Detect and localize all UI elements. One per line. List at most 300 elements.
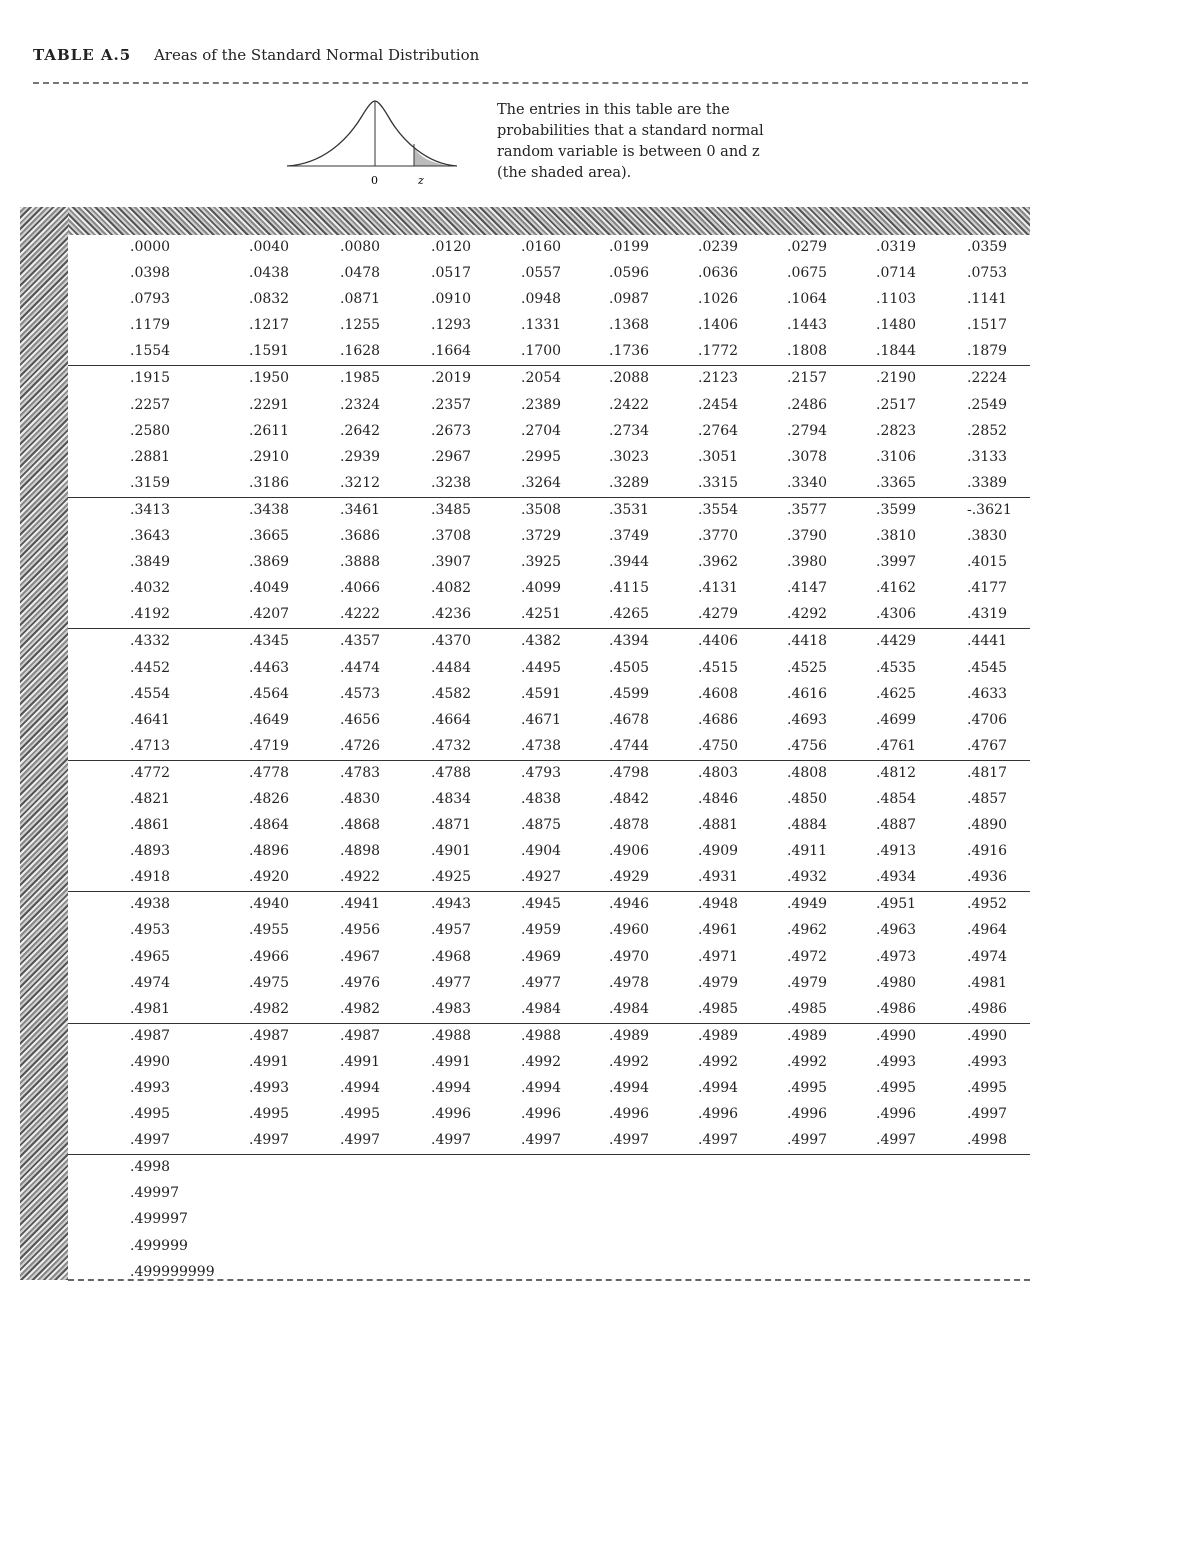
table-row: [68, 498, 1030, 524]
table-cell: .4997: [249, 1132, 290, 1149]
table-cell: .3413: [130, 501, 171, 518]
table-cell: .1179: [130, 317, 171, 334]
table-cell: .4279: [698, 606, 739, 623]
z-label: z: [418, 174, 424, 187]
table-row: [68, 629, 1030, 655]
table-cell: .3962: [698, 554, 739, 571]
table-cell: .4990: [130, 1053, 171, 1070]
table-cell: .4525: [787, 659, 828, 676]
table-row: [68, 1234, 1030, 1260]
table-cell: .4564: [249, 685, 290, 702]
table-cell: .1026: [698, 291, 739, 308]
table-cell: .4463: [249, 659, 290, 676]
table-cell: .4854: [876, 790, 917, 807]
table-cell: .4049: [249, 580, 290, 597]
table-cell: .2823: [876, 422, 917, 439]
table-cell: .4998: [130, 1159, 171, 1176]
table-cell: .4948: [698, 896, 739, 913]
table-cell: .2019: [431, 370, 472, 387]
table-cell: .4625: [876, 685, 917, 702]
table-cell: .4131: [698, 580, 739, 597]
table-cell: .3051: [698, 448, 739, 465]
table-row: [68, 1128, 1030, 1155]
table-cell: .3810: [876, 528, 917, 545]
table-cell: .4982: [340, 1000, 381, 1017]
table-cell: .4554: [130, 685, 171, 702]
table-cell: .4474: [340, 659, 381, 676]
table-cell: .4991: [431, 1053, 472, 1070]
table-cell: .4976: [340, 974, 381, 991]
table-cell: .4996: [431, 1106, 472, 1123]
table-cell: .0753: [967, 265, 1008, 282]
table-cell: .4505: [609, 659, 650, 676]
table-cell: .3508: [521, 501, 562, 518]
table-cell: .4960: [609, 922, 650, 939]
table-row: [68, 471, 1030, 498]
table-cell: .4970: [609, 948, 650, 965]
table-cell: .4994: [431, 1080, 472, 1096]
table-cell: .4998: [967, 1132, 1008, 1149]
table-cell: .3340: [787, 474, 828, 491]
table-cell: .4783: [340, 764, 381, 781]
table-cell: .0987: [609, 291, 650, 308]
table-cell: .4992: [787, 1053, 828, 1070]
table-cell: .4989: [609, 1027, 650, 1044]
table-cell: .3869: [249, 554, 290, 571]
table-cell: .1628: [340, 343, 381, 360]
table-cell: .2389: [521, 396, 562, 413]
row-label-band: [20, 207, 68, 1280]
table-cell: .1985: [340, 370, 381, 387]
table-cell: .4756: [787, 737, 828, 754]
table-cell: .1772: [698, 343, 739, 360]
table-cell: .1879: [967, 343, 1008, 360]
table-cell: .4678: [609, 711, 650, 728]
table-cell: .4808: [787, 764, 828, 781]
table-cell: .4015: [967, 554, 1008, 571]
curve-line: [287, 101, 457, 166]
table-cell: .4949: [787, 896, 828, 913]
table-cell: .499999999: [130, 1263, 215, 1280]
table-cell: .2123: [698, 370, 739, 387]
table-cell: .4963: [876, 922, 917, 939]
table-cell: .1808: [787, 343, 828, 360]
table-cell: .4977: [521, 974, 562, 991]
table-row: [68, 787, 1030, 813]
table-cell: .4997: [967, 1106, 1008, 1123]
table-cell: .4969: [521, 948, 562, 965]
table-cell: .4850: [787, 790, 828, 807]
table-row: [68, 918, 1030, 944]
table-cell: .4985: [698, 1000, 739, 1017]
table-cell: .0478: [340, 265, 381, 282]
table-cell: .4945: [521, 896, 562, 913]
table-cell: .1664: [431, 343, 472, 360]
table-cell: .4929: [609, 869, 650, 886]
table-cell: .4986: [967, 1000, 1008, 1017]
description-line: probabilities that a standard normal: [497, 123, 764, 139]
header-rule: [33, 82, 1028, 84]
table-cell: .4940: [249, 896, 290, 913]
table-cell: .3133: [967, 448, 1008, 465]
table-cell: .4968: [431, 948, 472, 965]
table-cell: .4997: [521, 1132, 562, 1149]
table-cell: .4996: [698, 1106, 739, 1123]
table-cell: .4192: [130, 606, 171, 623]
table-cell: .4911: [787, 843, 828, 860]
table-cell: .4633: [967, 685, 1008, 702]
table-cell: .4983: [431, 1000, 472, 1017]
table-row: [68, 971, 1030, 997]
table-cell: .4265: [609, 606, 650, 623]
table-cell: .4965: [130, 948, 171, 965]
table-cell: .4980: [876, 974, 917, 991]
table-cell: .4887: [876, 817, 917, 834]
table-cell: .4994: [698, 1080, 739, 1096]
description-line: random variable is between 0 and z: [497, 144, 760, 160]
table-cell: .4996: [876, 1106, 917, 1123]
table-cell: .4032: [130, 580, 171, 597]
table-cell: .0438: [249, 265, 290, 282]
table-cell: .0832: [249, 291, 290, 308]
table-row: [68, 1155, 1030, 1181]
table-cell: .4995: [130, 1106, 171, 1123]
table-cell: .3315: [698, 474, 739, 491]
table-cell: .4535: [876, 659, 917, 676]
table-cell: .4904: [521, 843, 562, 860]
table-cell: .4925: [431, 869, 472, 886]
table-row: [68, 682, 1030, 708]
table-cell: .4207: [249, 606, 290, 623]
table-cell: .499997: [130, 1211, 188, 1228]
table-row: [68, 865, 1030, 892]
table-cell: .2324: [340, 396, 381, 413]
table-cell: .1406: [698, 317, 739, 334]
table-cell: .4941: [340, 896, 381, 913]
table-cell: .4846: [698, 790, 739, 807]
table-cell: .4972: [787, 948, 828, 965]
table-cell: .4641: [130, 711, 171, 728]
table-cell: .4922: [340, 869, 381, 886]
table-row: [68, 708, 1030, 734]
table-cell: .4962: [787, 922, 828, 939]
table-cell: .3643: [130, 528, 171, 545]
table-row: [68, 1207, 1030, 1233]
table-cell: .2486: [787, 396, 828, 413]
table-cell: .4656: [340, 711, 381, 728]
table-cell: .1103: [876, 291, 917, 308]
table-cell: .2967: [431, 448, 472, 465]
table-cell: .3686: [340, 528, 381, 545]
table-cell: .4986: [876, 1000, 917, 1017]
table-cell: .3106: [876, 448, 917, 465]
table-cell: .4916: [967, 843, 1008, 860]
table-cell: .4997: [431, 1132, 472, 1149]
table-cell: .4974: [130, 974, 171, 991]
table-cell: .4608: [698, 685, 739, 702]
table-row: [68, 656, 1030, 682]
table-row: [68, 734, 1030, 761]
table-row: [68, 997, 1030, 1024]
table-cell: .0557: [521, 265, 562, 282]
table-cell: .4834: [431, 790, 472, 807]
table-cell: .4222: [340, 606, 381, 623]
table-cell: .1064: [787, 291, 828, 308]
table-cell: .2673: [431, 422, 472, 439]
table-cell: .1517: [967, 317, 1008, 334]
table-cell: .4082: [431, 580, 472, 597]
table-cell: .4951: [876, 896, 917, 913]
table-cell: .4664: [431, 711, 472, 728]
table-cell: .4726: [340, 737, 381, 754]
table-cell: .2764: [698, 422, 739, 439]
table-cell: .0398: [130, 265, 171, 282]
table-cell: .4975: [249, 974, 290, 991]
table-cell: .4994: [609, 1080, 650, 1096]
table-cell: .4713: [130, 737, 171, 754]
table-cell: .4798: [609, 764, 650, 781]
table-cell: .4920: [249, 869, 290, 886]
table-cell: .4934: [876, 869, 917, 886]
table-cell: .4066: [340, 580, 381, 597]
table-cell: .2704: [521, 422, 562, 439]
table-cell: .4997: [876, 1132, 917, 1149]
table-cell: .0636: [698, 265, 739, 282]
table-cell: .4452: [130, 659, 171, 676]
table-cell: .4964: [967, 922, 1008, 939]
table-cell: .4875: [521, 817, 562, 834]
table-cell: .4974: [967, 948, 1008, 965]
table-cell: .2881: [130, 448, 171, 465]
table-cell: .4995: [340, 1106, 381, 1123]
header-band: [20, 207, 1030, 235]
table-row: [68, 945, 1030, 971]
table-cell: .2642: [340, 422, 381, 439]
table-cell: .4993: [130, 1080, 171, 1096]
table-row: [68, 339, 1030, 366]
table-cell: .4177: [967, 580, 1008, 597]
table-cell: .0948: [521, 291, 562, 308]
table-cell: .4826: [249, 790, 290, 807]
table-cell: .4943: [431, 896, 472, 913]
table-cell: .4890: [967, 817, 1008, 834]
table-cell: .4686: [698, 711, 739, 728]
table-cell: .4994: [521, 1080, 562, 1096]
table-cell: .4994: [340, 1080, 381, 1096]
table-cell: .4988: [521, 1027, 562, 1044]
table-row: [68, 445, 1030, 471]
table-cell: .4793: [521, 764, 562, 781]
table-row: [68, 287, 1030, 313]
table-cell: .4750: [698, 737, 739, 754]
table-cell: .4893: [130, 843, 171, 860]
table-cell: .4959: [521, 922, 562, 939]
table-cell: .4936: [967, 869, 1008, 886]
table-cell: .4898: [340, 843, 381, 860]
page-title: [33, 46, 479, 64]
table-cell: .4984: [609, 1000, 650, 1017]
table-row: [68, 1181, 1030, 1207]
table-cell: .4772: [130, 764, 171, 781]
table-cell: .4988: [431, 1027, 472, 1044]
table-cell: .1736: [609, 343, 650, 360]
table-row: [68, 393, 1030, 419]
table-cell: .3023: [609, 448, 650, 465]
table-cell: .4995: [967, 1080, 1008, 1096]
table-cell: .1700: [521, 343, 562, 360]
table-cell: .4918: [130, 869, 171, 886]
normal-curve-figure: [282, 96, 462, 191]
table-cell: .4993: [967, 1053, 1008, 1070]
table-cell: .2088: [609, 370, 650, 387]
table-cell: .3830: [967, 528, 1008, 545]
table-cell: .4989: [787, 1027, 828, 1044]
table-cell: .4987: [340, 1027, 381, 1044]
table-cell: .0319: [876, 239, 917, 255]
table-cell: .2852: [967, 422, 1008, 439]
table-cell: .2549: [967, 396, 1008, 413]
table-cell: .4871: [431, 817, 472, 834]
table-cell: .4991: [340, 1053, 381, 1070]
table-cell: .4978: [609, 974, 650, 991]
table-cell: .3238: [431, 474, 472, 491]
table-cell: .4699: [876, 711, 917, 728]
table-cell: .3461: [340, 501, 381, 518]
table-cell: .1141: [967, 291, 1008, 308]
table-cell: .4953: [130, 922, 171, 939]
table-cell: .2517: [876, 396, 917, 413]
table-cell: .4868: [340, 817, 381, 834]
table-row: [68, 1260, 1030, 1286]
table-cell: .0517: [431, 265, 472, 282]
table-cell: .3159: [130, 474, 171, 491]
table-cell: .0675: [787, 265, 828, 282]
table-cell: .4946: [609, 896, 650, 913]
table-cell: .0239: [698, 239, 739, 255]
table-cell: .4979: [698, 974, 739, 991]
table-cell: .4987: [249, 1027, 290, 1044]
table-row: [68, 1024, 1030, 1050]
table-row: [68, 235, 1030, 261]
table-cell: .1950: [249, 370, 290, 387]
table-cell: .1591: [249, 343, 290, 360]
table-cell: .1255: [340, 317, 381, 334]
table-cell: .4984: [521, 1000, 562, 1017]
table-cell: .2794: [787, 422, 828, 439]
table-cell: .4370: [431, 633, 472, 650]
table-cell: .3907: [431, 554, 472, 571]
table-row: [68, 761, 1030, 787]
table-row: [68, 366, 1030, 392]
table-cell: .4251: [521, 606, 562, 623]
table-cell: .4995: [249, 1106, 290, 1123]
table-cell: .4812: [876, 764, 917, 781]
table-cell: .4878: [609, 817, 650, 834]
table-cell: .4803: [698, 764, 739, 781]
table-cell: .0910: [431, 291, 472, 308]
table-cell: .3980: [787, 554, 828, 571]
table-cell: .4993: [876, 1053, 917, 1070]
table-cell: .4732: [431, 737, 472, 754]
table-cell: .4719: [249, 737, 290, 754]
table-cell: .4995: [787, 1080, 828, 1096]
table-cell: .2157: [787, 370, 828, 387]
table-cell: .4906: [609, 843, 650, 860]
table-cell: .4938: [130, 896, 171, 913]
table-cell: .4545: [967, 659, 1008, 676]
table-row: [68, 576, 1030, 602]
table-cell: .4927: [521, 869, 562, 886]
table-cell: .3289: [609, 474, 650, 491]
table-cell: .4515: [698, 659, 739, 676]
table-row: [68, 839, 1030, 865]
table-cell: .4909: [698, 843, 739, 860]
table-cell: .4788: [431, 764, 472, 781]
table-cell: .0793: [130, 291, 171, 308]
table-cell: .4961: [698, 922, 739, 939]
table-cell: .2257: [130, 396, 171, 413]
table-cell: .4957: [431, 922, 472, 939]
table-cell: .4649: [249, 711, 290, 728]
table-cell: .4842: [609, 790, 650, 807]
table-cell: .4992: [609, 1053, 650, 1070]
table-cell: .3749: [609, 528, 650, 545]
table-cell: .4995: [876, 1080, 917, 1096]
table-cell: .4778: [249, 764, 290, 781]
table-cell: .2454: [698, 396, 739, 413]
zero-label: 0: [371, 174, 378, 187]
table-cell: .4706: [967, 711, 1008, 728]
table-cell: .4861: [130, 817, 171, 834]
table-cell: .4394: [609, 633, 650, 650]
table-cell: .1293: [431, 317, 472, 334]
table-cell: .2054: [521, 370, 562, 387]
table-cell: .4357: [340, 633, 381, 650]
table-cell: .4987: [130, 1027, 171, 1044]
table-cell: .3078: [787, 448, 828, 465]
table-cell: .4881: [698, 817, 739, 834]
table-row: [68, 1102, 1030, 1128]
table-row: [68, 892, 1030, 918]
table-cell: .3264: [521, 474, 562, 491]
table-cell: -.3621: [967, 501, 1012, 518]
table-cell: .3708: [431, 528, 472, 545]
table-description: [497, 100, 777, 184]
table-cell: .4738: [521, 737, 562, 754]
table-cell: .4955: [249, 922, 290, 939]
table-cell: .4864: [249, 817, 290, 834]
table-cell: .4997: [609, 1132, 650, 1149]
table-cell: .4997: [698, 1132, 739, 1149]
table-cell: .4616: [787, 685, 828, 702]
table-cell: .2580: [130, 422, 171, 439]
table-cell: .4996: [787, 1106, 828, 1123]
table-cell: .3577: [787, 501, 828, 518]
table-cell: .4931: [698, 869, 739, 886]
table-title: Areas of the Standard Normal Distribution: [153, 46, 480, 64]
table-cell: .3770: [698, 528, 739, 545]
table-cell: .0080: [340, 239, 381, 255]
table-cell: .3485: [431, 501, 472, 518]
table-cell: .2611: [249, 422, 290, 439]
table-row: [68, 419, 1030, 445]
table-cell: .1554: [130, 343, 171, 360]
table-cell: .2291: [249, 396, 290, 413]
table-cell: .1844: [876, 343, 917, 360]
table-row: [68, 1076, 1030, 1102]
table-cell: .3531: [609, 501, 650, 518]
table-cell: .4838: [521, 790, 562, 807]
